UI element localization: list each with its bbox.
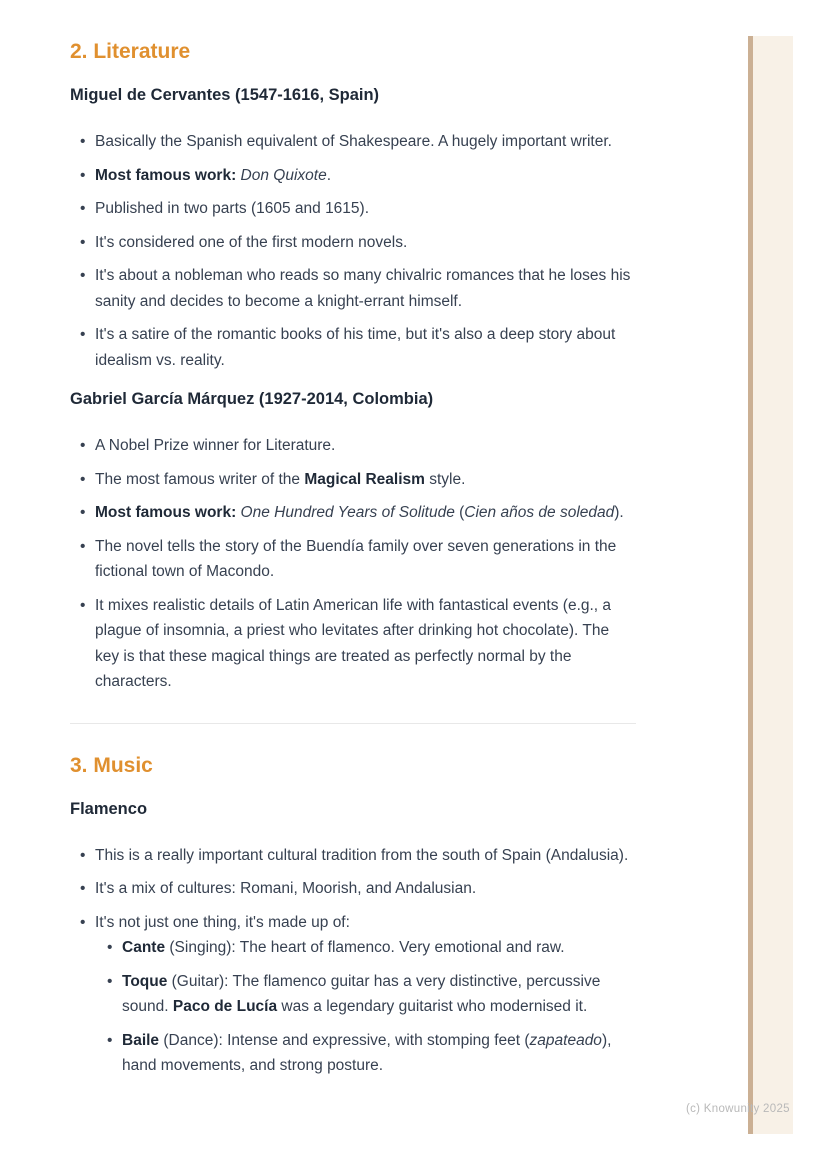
list-item: [70, 129, 636, 155]
text-segment: Basically the Spanish equivalent of Shakespeare. A hugely important writer.: [95, 133, 612, 150]
text-segment: (Singing): The heart of flamenco. Very emotional and raw.: [165, 939, 565, 956]
text-segment: It mixes realistic details of Latin American life with fantastical events (e.g., a plague of insomnia, a priest who levitates after drinking hot chocolate). The key is that these magical things are treated as perfectly normal by the characters.: [95, 596, 612, 690]
text-segment: One Hundred Years of Solitude: [240, 504, 455, 521]
list-item: [70, 534, 636, 585]
bullet-icon: •: [80, 133, 86, 150]
text-segment: The novel tells the story of the Buendía family over seven generations in the fictional town of Macondo.: [95, 537, 617, 580]
text-segment: Magical Realism: [304, 470, 425, 488]
list-item: [70, 322, 636, 373]
bullet-icon: •: [80, 437, 86, 454]
bullet-icon: •: [80, 913, 86, 931]
sub-heading: Miguel de Cervantes (1547-1616, Spain): [70, 86, 380, 104]
text-segment: The most famous writer of the: [95, 470, 305, 488]
list-item: [70, 263, 636, 314]
bullet-icon: •: [80, 504, 86, 521]
section-divider: [70, 723, 636, 724]
bullet-icon: •: [80, 537, 86, 555]
sub-list: [95, 935, 636, 1079]
list-item: [70, 467, 636, 493]
list-item: [70, 500, 636, 526]
list-item: [70, 433, 636, 459]
list-item: [70, 230, 636, 256]
sub-heading: Gabriel García Márquez (1927-2014, Colombia): [70, 390, 434, 408]
bullet-icon: •: [80, 200, 86, 217]
text-segment: It's considered one of the first modern novels.: [95, 233, 408, 251]
text-segment: Toque: [122, 972, 168, 990]
bullet-icon: •: [107, 939, 113, 956]
text-segment: It's a satire of the romantic books of his time, but it's also a deep story about idealism vs. reality.: [95, 326, 616, 369]
text-segment: zapateado: [529, 1031, 602, 1049]
text-segment: It's a mix of cultures: Romani, Moorish, and Andalusian.: [95, 880, 477, 897]
text-segment: .: [326, 166, 332, 184]
list-item: [97, 969, 636, 1020]
text-segment: (: [454, 504, 465, 521]
text-segment: Published in two parts (1605 and 1615).: [95, 200, 370, 217]
document-content: [70, 40, 636, 1087]
list-item: [70, 196, 636, 222]
text-segment: Most famous work:: [95, 166, 237, 184]
bullet-icon: •: [80, 880, 86, 897]
bullet-icon: •: [107, 1031, 113, 1049]
bullet-icon: •: [80, 233, 86, 251]
text-segment: Baile: [122, 1031, 160, 1049]
bullet-icon: •: [80, 166, 86, 184]
bullet-icon: •: [80, 326, 86, 343]
section-heading: 3. Music: [70, 753, 153, 777]
watermark: (c) Knowunity 2025: [686, 1103, 790, 1115]
text-segment: It's about a nobleman who reads so many chivalric romances that he loses his sanity and decides to become a knight-errant himself.: [95, 267, 631, 310]
text-segment: was a legendary guitarist who modernised it.: [277, 998, 588, 1015]
text-segment: It's not just one thing, it's made up of:: [95, 913, 350, 931]
text-segment: Cien años de soledad: [464, 504, 615, 521]
bullet-icon: •: [80, 470, 86, 488]
text-segment: style.: [424, 470, 466, 488]
text-segment: Cante: [122, 939, 166, 956]
text-segment: (Dance): Intense and expressive, with stomping feet (: [159, 1031, 530, 1049]
list-item: [70, 163, 636, 189]
list-item: [70, 876, 636, 902]
text-segment: Don Quixote: [240, 166, 327, 184]
bullet-icon: •: [80, 267, 86, 284]
bullet-list: [70, 129, 636, 373]
list-item: [70, 910, 636, 1079]
page-edge-stripe: [748, 36, 793, 1134]
bullet-icon: •: [107, 972, 113, 990]
section-heading: 2. Literature: [70, 40, 191, 63]
bullet-icon: •: [80, 846, 86, 864]
bullet-list: [70, 843, 636, 1079]
text-segment: A Nobel Prize winner for Literature.: [95, 437, 336, 454]
text-segment: ).: [614, 504, 624, 521]
text-segment: Paco de Lucía: [172, 998, 278, 1015]
text-segment: This is a really important cultural tradition from the south of Spain (Andalusia).: [95, 846, 629, 864]
bullet-list: [70, 433, 636, 695]
bullet-icon: •: [80, 596, 86, 614]
list-item: [97, 1028, 636, 1079]
sub-heading: Flamenco: [70, 799, 148, 818]
list-item: [70, 843, 636, 869]
text-segment: (Guitar): The flamenco guitar has a very distinctive, percussive sound.: [122, 972, 601, 1015]
list-item: [70, 593, 636, 695]
text-segment: Most famous work:: [95, 504, 237, 521]
list-item: [97, 935, 636, 961]
text-segment: ), hand movements, and strong posture.: [122, 1031, 612, 1074]
